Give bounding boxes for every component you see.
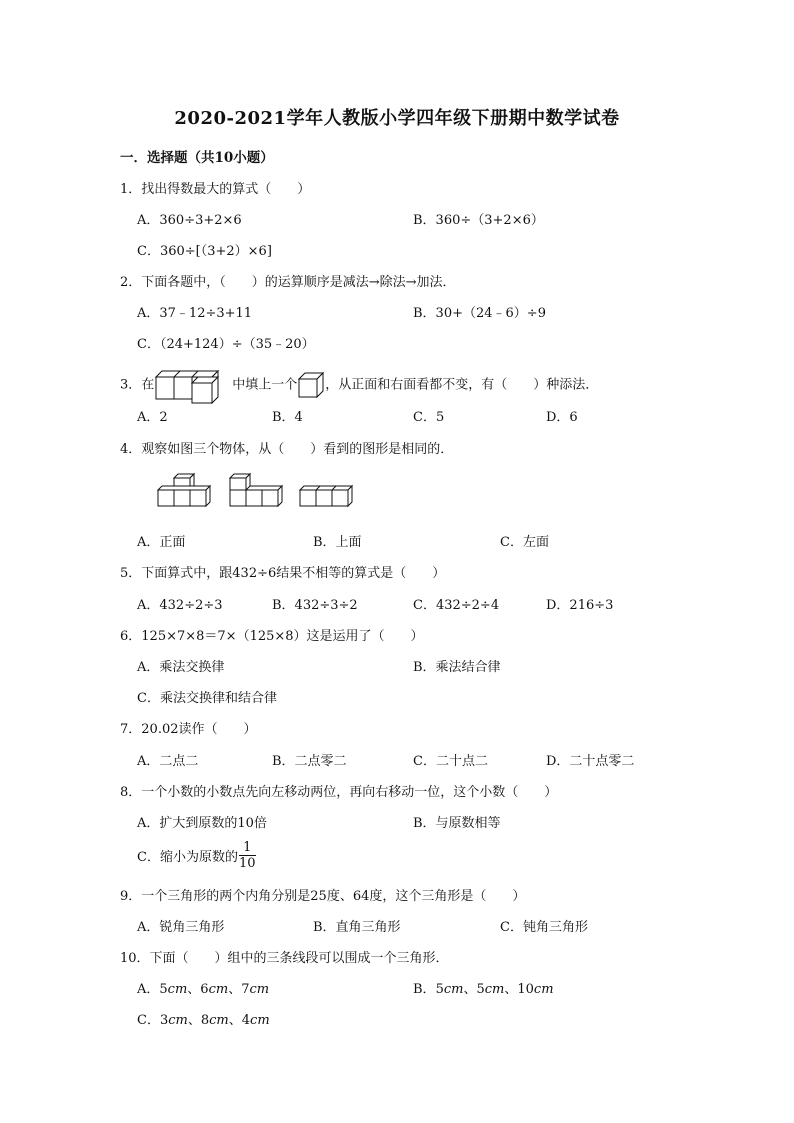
separator: 、 — [463, 982, 477, 997]
q3-stem-part2: 中填上一个 — [232, 377, 298, 393]
q10-b-len1: 5 — [435, 982, 444, 997]
q10-option-a[interactable] — [137, 978, 269, 997]
separator: 、 — [187, 982, 201, 997]
question-2-stem: 2．下面各题中，（ ）的运算顺序是减法→除法→加法． — [120, 275, 456, 290]
q10-a-prefix: A． — [137, 982, 160, 997]
separator: 、 — [187, 1013, 201, 1028]
q2-option-c[interactable]: C．（24+124）÷（35﹣20） — [137, 337, 315, 352]
object-1-figure — [158, 470, 218, 510]
q10-b-len2: 5 — [476, 982, 485, 997]
question-1-stem: 1．找出得数最大的算式（ ） — [120, 182, 311, 197]
section-heading: 一．选择题（共10小题） — [120, 150, 274, 166]
unit: cm — [533, 982, 554, 997]
question-8-stem: 8．一个小数的小数点先向左移动两位，再向右移动一位，这个小数（ ） — [120, 785, 558, 800]
q10-c-len1: 3 — [159, 1013, 169, 1028]
q2-option-a[interactable]: A．37﹣12÷3+11 — [137, 306, 253, 321]
q5-option-c[interactable]: C．432÷2÷4 — [413, 598, 500, 613]
q8-option-c[interactable] — [137, 840, 256, 871]
exam-title: 2020-2021学年人教版小学四年级下册期中数学试卷 — [174, 108, 620, 129]
q7-option-d[interactable]: D．二十点零二 — [546, 754, 635, 769]
fraction-numerator: 1 — [239, 840, 256, 856]
q3-option-d[interactable]: D．6 — [546, 410, 578, 425]
q8-option-c-text: C．缩小为原数的 — [137, 850, 238, 865]
q2-option-b[interactable]: B．30+（24﹣6）÷9 — [413, 306, 546, 321]
unit: cm — [249, 982, 270, 997]
q10-option-b[interactable] — [413, 978, 554, 997]
unit: cm — [168, 1013, 188, 1028]
q5-option-a[interactable]: A．432÷2÷3 — [137, 598, 223, 613]
q6-option-b[interactable]: B．乘法结合律 — [413, 660, 501, 675]
q7-option-a[interactable]: A．二点二 — [137, 754, 199, 769]
q10-a-len2: 6 — [200, 982, 209, 997]
q8-option-b[interactable]: B．与原数相等 — [413, 816, 501, 831]
q6-option-c[interactable]: C．乘法交换律和结合律 — [137, 691, 277, 706]
object-3-figure — [300, 470, 360, 510]
question-10-stem: 10．下面（ ）组中的三条线段可以围成一个三角形． — [120, 951, 449, 966]
q4-option-b[interactable]: B．上面 — [313, 535, 362, 550]
q7-option-b[interactable]: B．二点零二 — [272, 754, 347, 769]
unit: cm — [208, 982, 229, 997]
q3-option-b[interactable]: B．4 — [272, 410, 303, 425]
unit: cm — [484, 982, 505, 997]
question-5-stem: 5．下面算式中，跟432÷6结果不相等的算式是（ ） — [120, 566, 446, 581]
q7-option-c[interactable]: C．二十点二 — [413, 754, 488, 769]
cube-row-figure — [154, 369, 232, 401]
q10-option-c[interactable] — [137, 1009, 270, 1028]
separator: 、 — [228, 982, 242, 997]
q5-option-b[interactable]: B．432÷3÷2 — [272, 598, 358, 613]
separator: 、 — [228, 1013, 242, 1028]
q10-a-len1: 5 — [159, 982, 168, 997]
q10-c-prefix: C． — [137, 1013, 160, 1028]
q10-c-len3: 4 — [241, 1013, 251, 1028]
q5-option-d[interactable]: D．216÷3 — [546, 598, 614, 613]
q10-c-len2: 8 — [200, 1013, 210, 1028]
fraction-denominator: 10 — [238, 856, 256, 871]
q3-stem-part1: 3．在 — [120, 377, 155, 393]
q10-a-len3: 7 — [241, 982, 250, 997]
q3-stem-part3: ，从正面和右面看都不变，有（ ）种添法． — [325, 377, 599, 393]
q9-option-b[interactable]: B．直角三角形 — [313, 920, 401, 935]
q3-option-c[interactable]: C．5 — [413, 410, 445, 425]
q4-option-c[interactable]: C．左面 — [500, 535, 549, 550]
q1-option-c[interactable]: C．360÷[（3+2）×6] — [137, 244, 272, 259]
object-2-figure — [230, 470, 290, 510]
single-cube-icon — [297, 371, 325, 399]
question-7-stem: 7．20.02读作（ ） — [120, 722, 257, 737]
q10-b-len3: 10 — [517, 982, 534, 997]
unit: cm — [209, 1013, 229, 1028]
q1-option-b[interactable]: B．360÷（3+2×6） — [413, 213, 544, 228]
q8-option-a[interactable]: A．扩大到原数的10倍 — [137, 816, 267, 831]
q1-option-a[interactable]: A．360÷3+2×6 — [137, 213, 242, 228]
unit: cm — [250, 1013, 270, 1028]
unit: cm — [167, 982, 188, 997]
unit: cm — [443, 982, 464, 997]
q10-b-prefix: B． — [413, 982, 436, 997]
q9-option-a[interactable]: A．锐角三角形 — [137, 920, 225, 935]
fraction-one-tenth — [239, 840, 256, 871]
q6-option-a[interactable]: A．乘法交换律 — [137, 660, 225, 675]
question-4-stem: 4．观察如图三个物体，从（ ）看到的图形是相同的． — [120, 442, 454, 457]
q9-option-c[interactable]: C．钝角三角形 — [500, 920, 588, 935]
question-6-stem: 6．125×7×8＝7×（125×8）这是运用了（ ） — [120, 629, 424, 644]
q3-option-a[interactable]: A．2 — [137, 410, 168, 425]
question-3-stem — [120, 369, 598, 401]
question-9-stem: 9．一个三角形的两个内角分别是25度、64度，这个三角形是（ ） — [120, 889, 526, 904]
separator: 、 — [504, 982, 518, 997]
q4-option-a[interactable]: A．正面 — [137, 535, 186, 550]
